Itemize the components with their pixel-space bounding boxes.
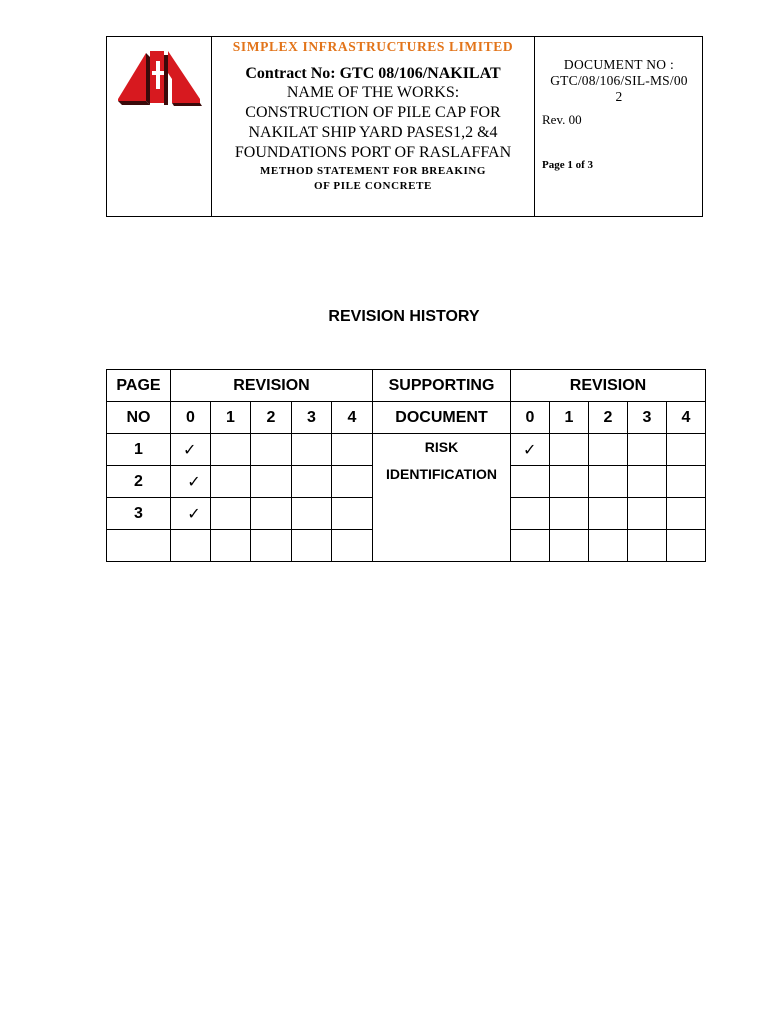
empty-cell: [292, 530, 332, 562]
rev-number: 4: [667, 402, 706, 434]
empty-cell: [667, 498, 706, 530]
empty-cell: [628, 530, 667, 562]
empty-cell: [589, 434, 628, 466]
supporting-document-line: IDENTIFICATION: [386, 466, 497, 482]
document-header: DOCUMENT: [373, 402, 511, 434]
page-number: [107, 530, 171, 562]
empty-cell: [628, 466, 667, 498]
empty-cell: [211, 466, 251, 498]
header-title-cell: [212, 37, 535, 216]
empty-cell: [511, 498, 550, 530]
empty-cell: [589, 466, 628, 498]
document-number-label: DOCUMENT NO :: [563, 57, 675, 72]
document-header: [106, 36, 703, 217]
method-statement: OF PILE CONCRETE: [314, 180, 432, 192]
empty-cell: [211, 530, 251, 562]
empty-cell: [332, 530, 373, 562]
empty-cell: [628, 498, 667, 530]
empty-cell: [667, 466, 706, 498]
rev-number: 2: [251, 402, 292, 434]
empty-cell: [667, 434, 706, 466]
works-line: CONSTRUCTION OF PILE CAP FOR: [245, 104, 501, 121]
rev-number: 4: [332, 402, 373, 434]
supporting-document-line: RISK: [424, 439, 459, 455]
empty-cell: [550, 434, 589, 466]
empty-cell: [511, 530, 550, 562]
company-name: SIMPLEX INFRASTRUCTURES LIMITED: [232, 39, 514, 54]
document-reference: GTC/08/106/SIL-MS/00: [550, 73, 688, 88]
empty-cell: [332, 498, 373, 530]
rev-number: 3: [292, 402, 332, 434]
works-line: NAME OF THE WORKS:: [286, 84, 460, 101]
page-number: 2: [107, 466, 171, 498]
check-mark: ✓: [171, 498, 211, 530]
table-row: [107, 434, 706, 466]
empty-cell: [550, 466, 589, 498]
table-header-row: [107, 370, 706, 402]
method-statement: METHOD STATEMENT FOR BREAKING: [259, 165, 487, 177]
empty-cell: [511, 466, 550, 498]
page-title: REVISION HISTORY: [328, 308, 480, 325]
document-info-cell: [535, 37, 702, 216]
check-mark: ✓: [511, 434, 550, 466]
supporting-header: SUPPORTING: [373, 370, 511, 402]
empty-cell: [332, 466, 373, 498]
empty-cell: [292, 466, 332, 498]
empty-cell: [251, 466, 292, 498]
revision-history-table: [106, 369, 706, 562]
empty-cell: [550, 530, 589, 562]
revision-number: Rev. 00: [542, 112, 582, 127]
check-mark: ✓: [171, 466, 211, 498]
empty-cell: [667, 530, 706, 562]
works-line: NAKILAT SHIP YARD PASES1,2 &4: [248, 124, 498, 141]
empty-cell: [292, 498, 332, 530]
empty-cell: [589, 530, 628, 562]
rev-number: 0: [171, 402, 211, 434]
empty-cell: [251, 530, 292, 562]
revision-header: REVISION: [511, 370, 706, 402]
rev-number: 1: [211, 402, 251, 434]
rev-number: 2: [589, 402, 628, 434]
no-header: NO: [107, 402, 171, 434]
empty-cell: [211, 434, 251, 466]
check-mark: ✓: [171, 434, 211, 466]
empty-cell: [251, 498, 292, 530]
page-header: PAGE: [107, 370, 171, 402]
table-subheader-row: [107, 402, 706, 434]
page-count: Page 1 of 3: [542, 159, 594, 171]
empty-cell: [292, 434, 332, 466]
document-reference-suffix: 2: [615, 89, 623, 104]
works-line: FOUNDATIONS PORT OF RASLAFFAN: [234, 144, 512, 161]
empty-cell: [251, 434, 292, 466]
contract-number: Contract No: GTC 08/106/NAKILAT: [245, 65, 501, 82]
rev-number: 0: [511, 402, 550, 434]
empty-cell: [628, 434, 667, 466]
empty-cell: [211, 498, 251, 530]
empty-cell: [589, 498, 628, 530]
empty-cell: [171, 530, 211, 562]
supporting-document-cell: [373, 434, 511, 562]
page-number: 1: [107, 434, 171, 466]
empty-cell: [550, 498, 589, 530]
logo-cell: [107, 37, 212, 216]
company-logo: [116, 43, 202, 107]
empty-cell: [332, 434, 373, 466]
revision-header: REVISION: [171, 370, 373, 402]
page-number: 3: [107, 498, 171, 530]
rev-number: 1: [550, 402, 589, 434]
rev-number: 3: [628, 402, 667, 434]
